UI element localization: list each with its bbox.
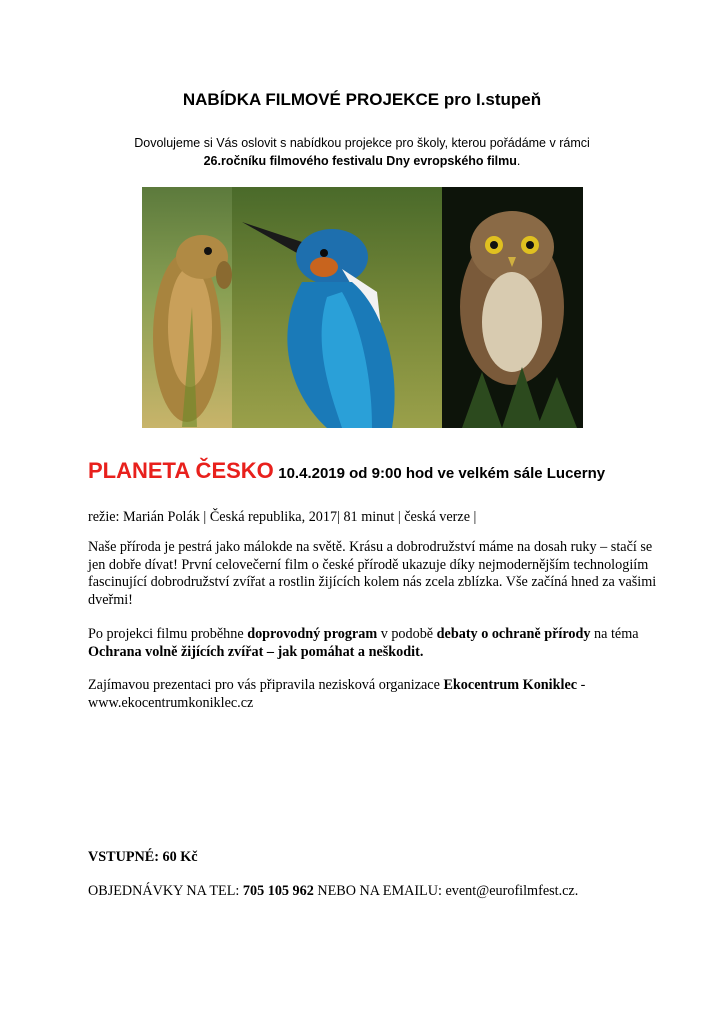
animals-photo xyxy=(142,187,583,428)
film-description: Naše příroda je pestrá jako málokde na světě. Krásu a dobrodružství máme na dosah ruky – stačí se jen dobře dívat! První celovečerní film o české přírodě ukazuje díky nejmodernějším technologiím fascinující dobrodružství zvířat a rostlin žijících kolem nás zcela zblízka. Vše začíná hned za vašimi dveřmi! xyxy=(88,539,657,608)
program-text: Po projekci filmu proběhne doprovodný program v podobě debaty o ochraně přírody na téma Ochrana volně žijících zvířat – jak pomáhat a neškodit. xyxy=(88,626,639,660)
organization-name: Ekocentrum Koniklec xyxy=(443,677,578,693)
film-title: PLANETA ČESKO xyxy=(88,458,274,483)
screening-date-time: 10.4.2019 od 9:00 hod ve velkém sále Lucerny xyxy=(278,465,606,482)
pygmy-owl-image xyxy=(442,187,583,428)
program-highlight: doprovodný program xyxy=(247,626,378,642)
festival-name: 26.ročníku filmového festivalu Dny evropského filmu xyxy=(203,154,517,168)
film-credits: režie: Marián Polák | Česká republika, 2017| 81 minut | česká verze | xyxy=(88,509,477,525)
intro-line-1: Dovolujeme si Vás oslovit s nabídkou projekce pro školy, kterou pořádáme v rámci xyxy=(134,136,590,150)
kingfisher-image xyxy=(232,187,442,428)
page-title: NABÍDKA FILMOVÉ PROJEKCE pro I.stupeň xyxy=(182,90,542,109)
topic-highlight: Ochrana volně žijících zvířat – jak pomáhat a neškodit. xyxy=(88,643,424,660)
film-headline xyxy=(88,458,605,484)
intro-text xyxy=(60,134,664,170)
intro-line-2: 26.ročníku filmového festivalu Dny evropského filmu. xyxy=(203,154,521,168)
entry-fee: VSTUPNÉ: 60 Kč xyxy=(88,849,198,865)
organization-website[interactable]: www.ekocentrumkoniklec.cz xyxy=(88,694,254,711)
phone-number[interactable]: 705 105 962 xyxy=(242,883,314,899)
debate-highlight: debaty o ochraně přírody xyxy=(436,626,591,642)
ground-squirrel-image xyxy=(142,187,232,428)
order-email[interactable]: NEBO NA EMAILU: event@eurofilmfest.cz. xyxy=(313,883,579,899)
order-contact: OBJEDNÁVKY NA TEL: 705 105 962 NEBO NA EMAILU: event@eurofilmfest.cz. xyxy=(88,883,579,899)
organization-text: Zajímavou prezentaci pro vás připravila nezisková organizace Ekocentrum Koniklec - www.ekocentrumkoniklec.cz xyxy=(88,677,586,711)
